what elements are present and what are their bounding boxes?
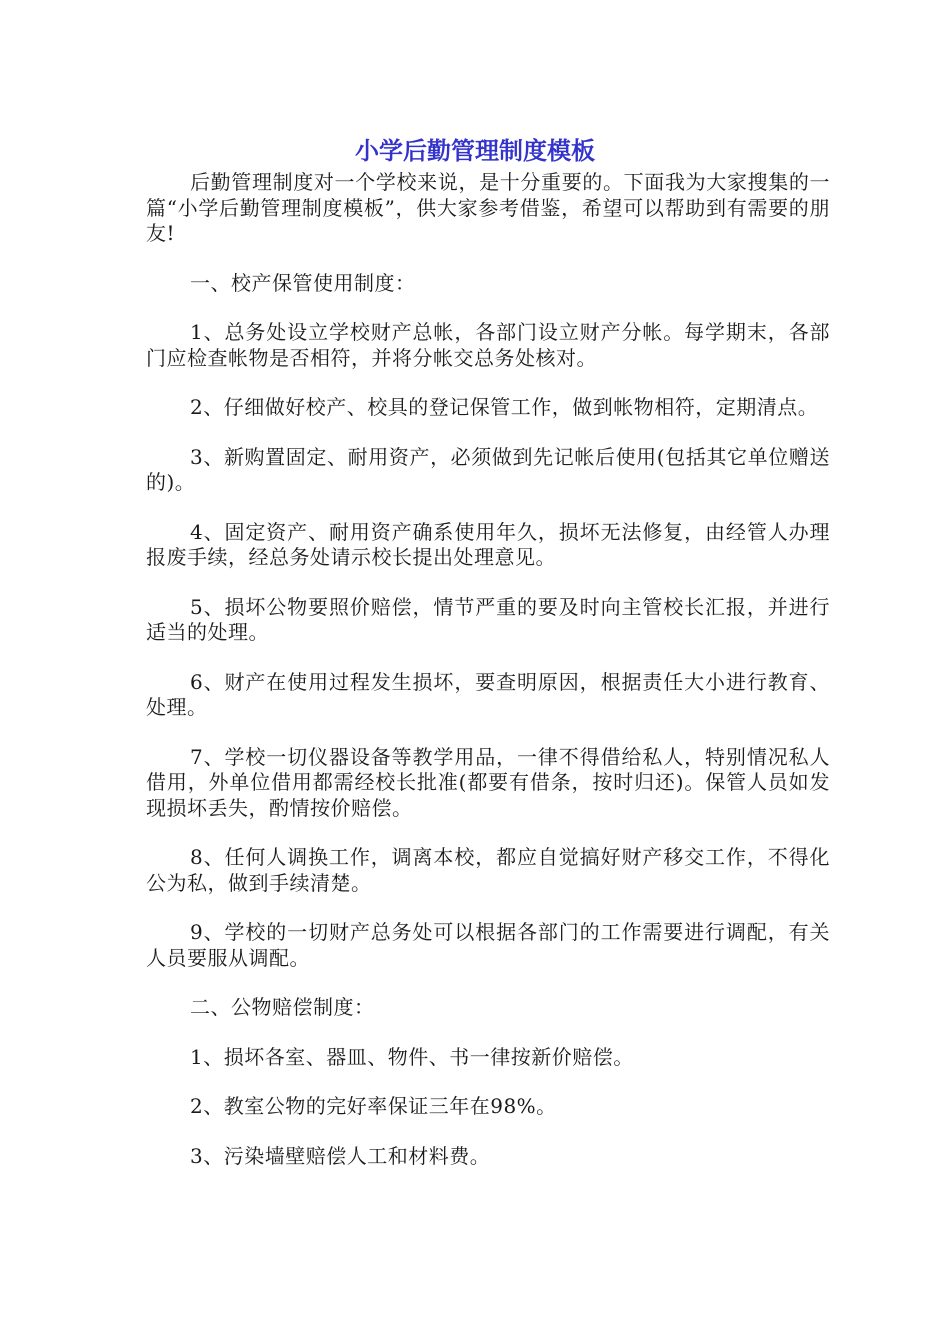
paragraph: 3、污染墙壁赔偿人工和材料费。 — [190, 1143, 491, 1168]
paragraph: 9、学校的一切财产总务处可以根据各部门的工作需要进行调配，有关人员要服从调配。 — [146, 920, 830, 970]
paragraph: 1、损坏各室、器皿、物件、书一律按新价赔偿。 — [190, 1044, 634, 1069]
section-heading: 一、校产保管使用制度： — [190, 270, 416, 295]
paragraph: 4、固定资产、耐用资产确系使用年久，损坏无法修复，由经管人办理报废手续，经总务处请示校长提出处理意见。 — [146, 519, 830, 569]
document-body — [146, 170, 830, 1169]
paragraph: 2、仔细做好校产、校具的登记保管工作，做到帐物相符，定期清点。 — [190, 395, 819, 419]
paragraph: 6、财产在使用过程发生损坏，要查明原因，根据责任大小进行教育、处理。 — [146, 669, 830, 719]
paragraph: 7、学校一切仪器设备等教学用品，一律不得借给私人，特别情况私人借用，外单位借用都需经校长批准(都要有借条，按时归还)。保管人员如发现损坏丢失，酌情按价赔偿。 — [146, 744, 830, 820]
intro-paragraph: 后勤管理制度对一个学校来说，是十分重要的。下面我为大家搜集的一篇“小学后勤管理制度模板”，供大家参考借鉴，希望可以帮助到有需要的朋友! — [146, 170, 830, 245]
paragraph: 5、损坏公物要照价赔偿，情节严重的要及时向主管校长汇报，并进行适当的处理。 — [146, 594, 830, 644]
paragraph: 8、任何人调换工作，调离本校，都应自觉搞好财产移交工作，不得化公为私，做到手续清楚。 — [146, 845, 830, 895]
paragraph: 3、新购置固定、耐用资产，必须做到先记帐后使用(包括其它单位赠送的)。 — [146, 444, 830, 494]
paragraph: 2、教室公物的完好率保证三年在98%。 — [190, 1094, 557, 1118]
paragraph: 1、总务处设立学校财产总帐，各部门设立财产分帐。每学期末，各部门应检查帐物是否相符，并将分帐交总务处核对。 — [146, 320, 830, 370]
document-title: 小学后勤管理制度模板 — [355, 137, 595, 165]
section-heading: 二、公物赔偿制度： — [190, 995, 375, 1019]
